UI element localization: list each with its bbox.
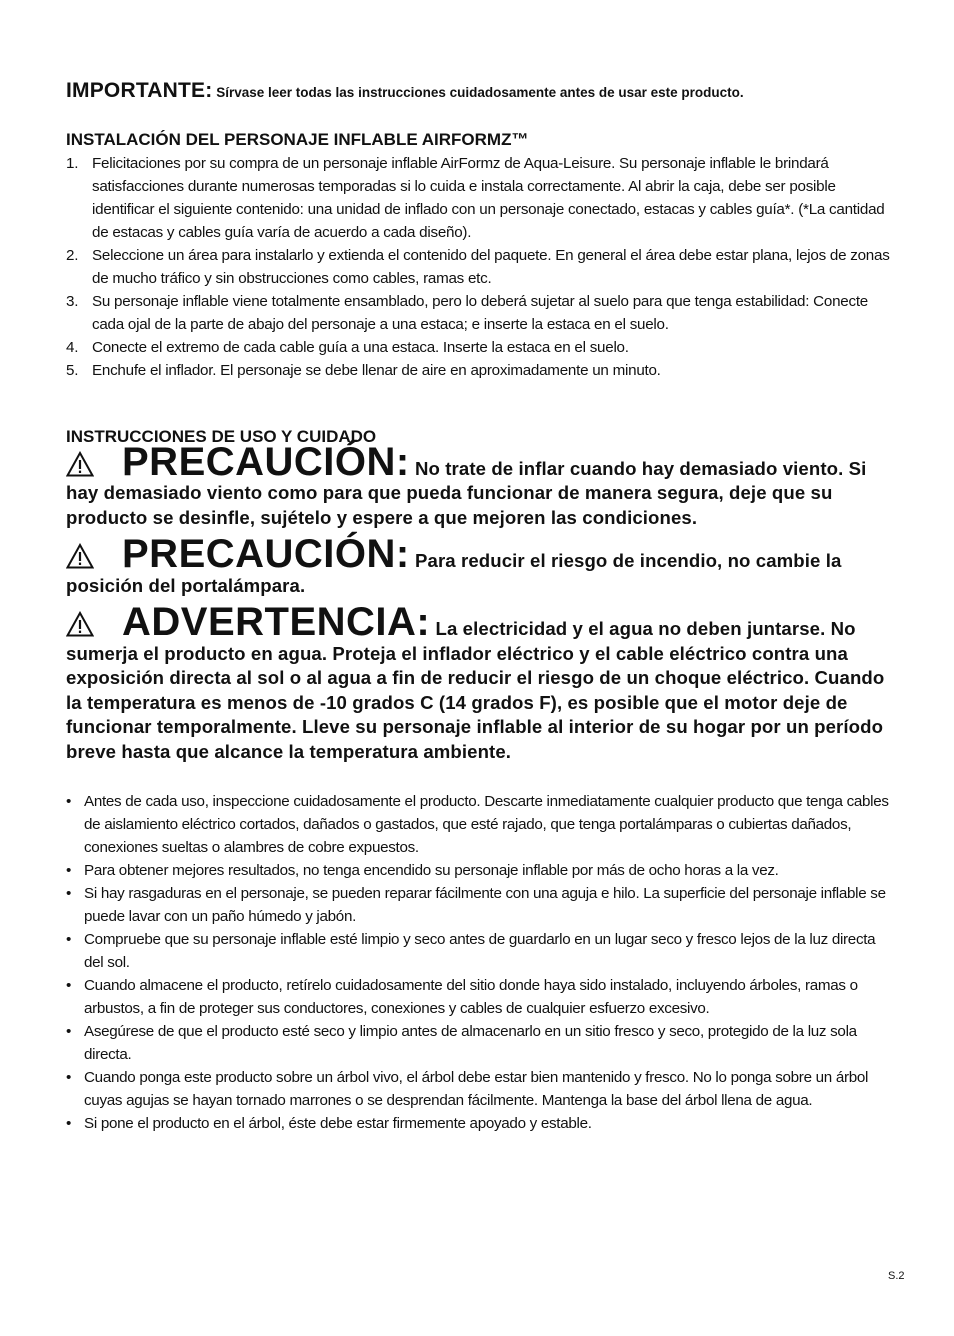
warning-triangle-icon [66,451,122,482]
bullet: • [66,931,72,949]
list-item [66,859,892,882]
bullet: • [66,885,72,903]
step-number: 2. [66,247,79,265]
step-text: Felicitaciones por su compra de un personaje inflable AirFormz de Aqua-Leisure. Su personaje inflable le brindará satisfacciones durante numerosas temporadas si lo cuida e instala correctamente. Al abrir la caja, debe ser posible identificar el siguiente contenido: una unidad de inflado con un personaje conectado, estacas y cables guía*. (*La cantidad de estacas y cables guía varía de acuerdo a cada diseño). [92,155,885,242]
list-item [66,152,892,244]
bullet: • [66,793,72,811]
warning-label: PRECAUCIÓN: [122,532,410,577]
warning-text: Para reducir el riesgo de incendio, no cambie la posición del portalámpara. [66,550,842,596]
bullet: • [66,1115,72,1133]
important-text: Sírvase leer todas las instrucciones cuidadosamente antes de usar este producto. [216,85,744,100]
important-notice [66,78,892,103]
list-item [66,359,892,382]
list-item [66,1020,892,1066]
warning-electricity [66,600,892,764]
usage-section [66,426,892,1135]
step-number: 1. [66,155,79,173]
bullet: • [66,862,72,880]
list-item [66,882,892,928]
bullet: • [66,1069,72,1087]
important-label: IMPORTANTE: [66,79,213,102]
warning-text: La electricidad y el agua no deben juntarse. No sumerja el producto en agua. Proteja el inflador eléctrico y el cable eléctrico contra una exposición directa al sol o al agua a fin de reducir el riesgo de un choque eléctrico. Cuando la temperatura es menos de -10 grados C (14 grados F), es posible que el motor deje de funcionar temporalmente. Lleve su personaje inflable al interior de su hogar por un período breve hasta que alcance la temperatura ambiente. [66,618,885,762]
step-number: 4. [66,339,79,357]
installation-heading: INSTALACIÓN DEL PERSONAJE INFLABLE AIRFORMZ™ [66,130,529,150]
care-text: Para obtener mejores resultados, no tenga encendido su personaje inflable por más de ocho horas a la vez. [84,862,779,880]
installation-section [66,129,892,382]
list-item [66,1112,892,1135]
list-item [66,928,892,974]
list-item [66,1066,892,1112]
step-text: Su personaje inflable viene totalmente ensamblado, pero lo deberá sujetar al suelo para que tenga estabilidad: Conecte cada ojal de la parte de abajo del personaje a una estaca; e inserte la estaca en el suelo. [92,293,868,334]
step-number: 3. [66,293,79,311]
step-text: Conecte el extremo de cada cable guía a una estaca. Inserte la estaca en el suelo. [92,339,629,357]
bullet: • [66,1023,72,1041]
list-item [66,244,892,290]
care-text: Si pone el producto en el árbol, éste debe estar firmemente apoyado y estable. [84,1115,592,1133]
warning-triangle-icon [66,611,122,642]
caution-wind [66,439,892,531]
list-item [66,290,892,336]
care-text: Compruebe que su personaje inflable esté limpio y seco antes de guardarlo en un lugar seco y fresco lejos de la luz directa del sol. [84,931,876,972]
care-text: Antes de cada uso, inspeccione cuidadosamente el producto. Descarte inmediatamente cualquier producto que tenga cables de aislamiento eléctrico cortados, dañados o gastados, que esté rajado, que tenga portalámparas o cubiertas dañados, conexiones sueltas o alambres de cobre expuestos. [84,793,889,857]
step-text: Seleccione un área para instalarlo y extienda el contenido del paquete. En general el área debe estar plana, lejos de zonas de mucho tráfico y sin obstrucciones como cables, ramas etc. [92,247,890,288]
list-item [66,974,892,1020]
installation-steps [66,152,892,382]
care-text: Cuando ponga este producto sobre un árbol vivo, el árbol debe estar bien mantenido y fresco. No lo ponga sobre un árbol cuyas agujas se hayan tornado marrones o se desprendan fácilmente. Mantenga la base del árbol llena de agua. [84,1069,869,1110]
care-text: Si hay rasgaduras en el personaje, se pueden reparar fácilmente con una aguja e hilo. La superficie del personaje inflable se puede lavar con un paño húmedo y jabón. [84,885,886,926]
care-text: Asegúrese de que el producto esté seco y limpio antes de almacenarlo en un sitio fresco y seco, protegido de la luz sola directa. [84,1023,857,1064]
caution-fire [66,532,892,598]
bullet: • [66,977,72,995]
warning-text: No trate de inflar cuando hay demasiado viento. Si hay demasiado viento como para que pueda funcionar de manera segura, deje que su producto se desinfle, sujételo y espere a que mejoren las condiciones. [66,457,867,528]
warning-triangle-icon [66,543,122,574]
list-item [66,790,892,859]
care-list [66,790,892,1135]
list-item [66,336,892,359]
manual-page [66,78,892,1135]
warning-label: ADVERTENCIA: [122,600,431,645]
step-text: Enchufe el inflador. El personaje se debe llenar de aire en aproximadamente un minuto. [92,362,661,380]
warning-label: PRECAUCIÓN: [122,439,410,484]
step-number: 5. [66,362,79,380]
usage-heading: INSTRUCCIONES DE USO Y CUIDADO [66,427,377,447]
page-number: S.2 [888,1270,905,1282]
care-text: Cuando almacene el producto, retírelo cuidadosamente del sitio donde haya sido instalado, incluyendo árboles, ramas o arbustos, a fin de proteger sus conductores, conexiones y cables de cualquier esfuerzo excesivo. [84,977,858,1018]
